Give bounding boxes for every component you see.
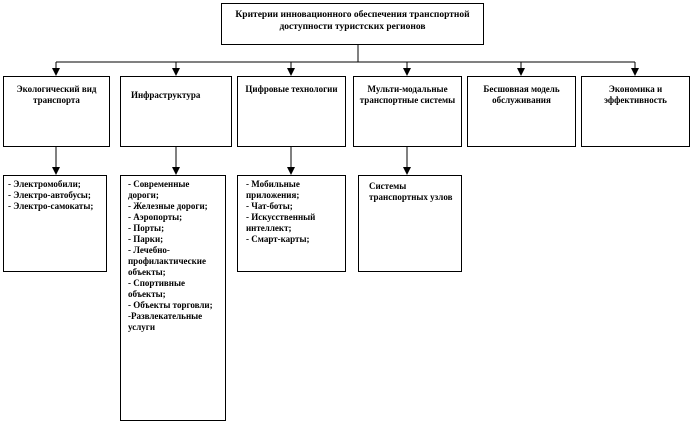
detail-item: - Смарт-карты; bbox=[246, 234, 310, 244]
criterion-box-economics-efficiency bbox=[581, 76, 690, 147]
criterion-label: Экономика и эффективность bbox=[604, 84, 667, 105]
criterion-label: Инфраструктура bbox=[131, 90, 201, 100]
root-title: Критерии инновационного обеспечения транспортной доступности туристских регионов bbox=[235, 10, 470, 32]
criterion-box-multimodal-systems bbox=[353, 76, 462, 147]
detail-item: - Чат-боты; bbox=[246, 201, 293, 211]
detail-item: - Электро-автобусы; bbox=[8, 190, 91, 200]
detail-item: - Порты; bbox=[128, 223, 165, 233]
criterion-box-infrastructure bbox=[120, 76, 232, 147]
detail-item: Системы транспортных узлов bbox=[369, 181, 453, 202]
detail-item: - Электро-самокаты; bbox=[8, 201, 94, 211]
criterion-box-ecological-transport bbox=[3, 76, 110, 147]
detail-box-digital-technologies bbox=[237, 175, 346, 272]
criterion-box-seamless-service bbox=[467, 76, 576, 147]
detail-box-ecological-transport bbox=[3, 175, 107, 272]
criterion-label: Цифровые технологии bbox=[245, 84, 338, 94]
detail-item: - Аэропорты; bbox=[128, 212, 183, 222]
criterion-label: Мульти-модальные транспортные системы bbox=[359, 84, 456, 105]
detail-item: - Лечебно-профилактические объекты; bbox=[128, 245, 206, 277]
detail-item: - Объекты торговли; bbox=[128, 300, 213, 310]
detail-item: - Спортивные объекты; bbox=[128, 278, 185, 299]
criterion-label: Экологический вид транспорта bbox=[16, 84, 97, 105]
detail-item: - Искусственный интеллект; bbox=[246, 212, 316, 233]
criterion-label: Бесшовная модель обслуживания bbox=[483, 84, 560, 105]
criterion-box-digital-technologies bbox=[237, 76, 346, 147]
detail-item: - Мобильные приложения; bbox=[246, 179, 300, 200]
detail-box-infrastructure bbox=[120, 175, 226, 421]
detail-item: - Современные дороги; bbox=[128, 179, 190, 200]
detail-item: - Железные дороги; bbox=[128, 201, 208, 211]
detail-item: - Электромобили; bbox=[8, 179, 81, 189]
detail-item: - Парки; bbox=[128, 234, 164, 244]
root-box bbox=[221, 3, 484, 45]
detail-item: -Развлекательные услуги bbox=[128, 311, 203, 332]
detail-box-multimodal-systems bbox=[358, 175, 462, 272]
